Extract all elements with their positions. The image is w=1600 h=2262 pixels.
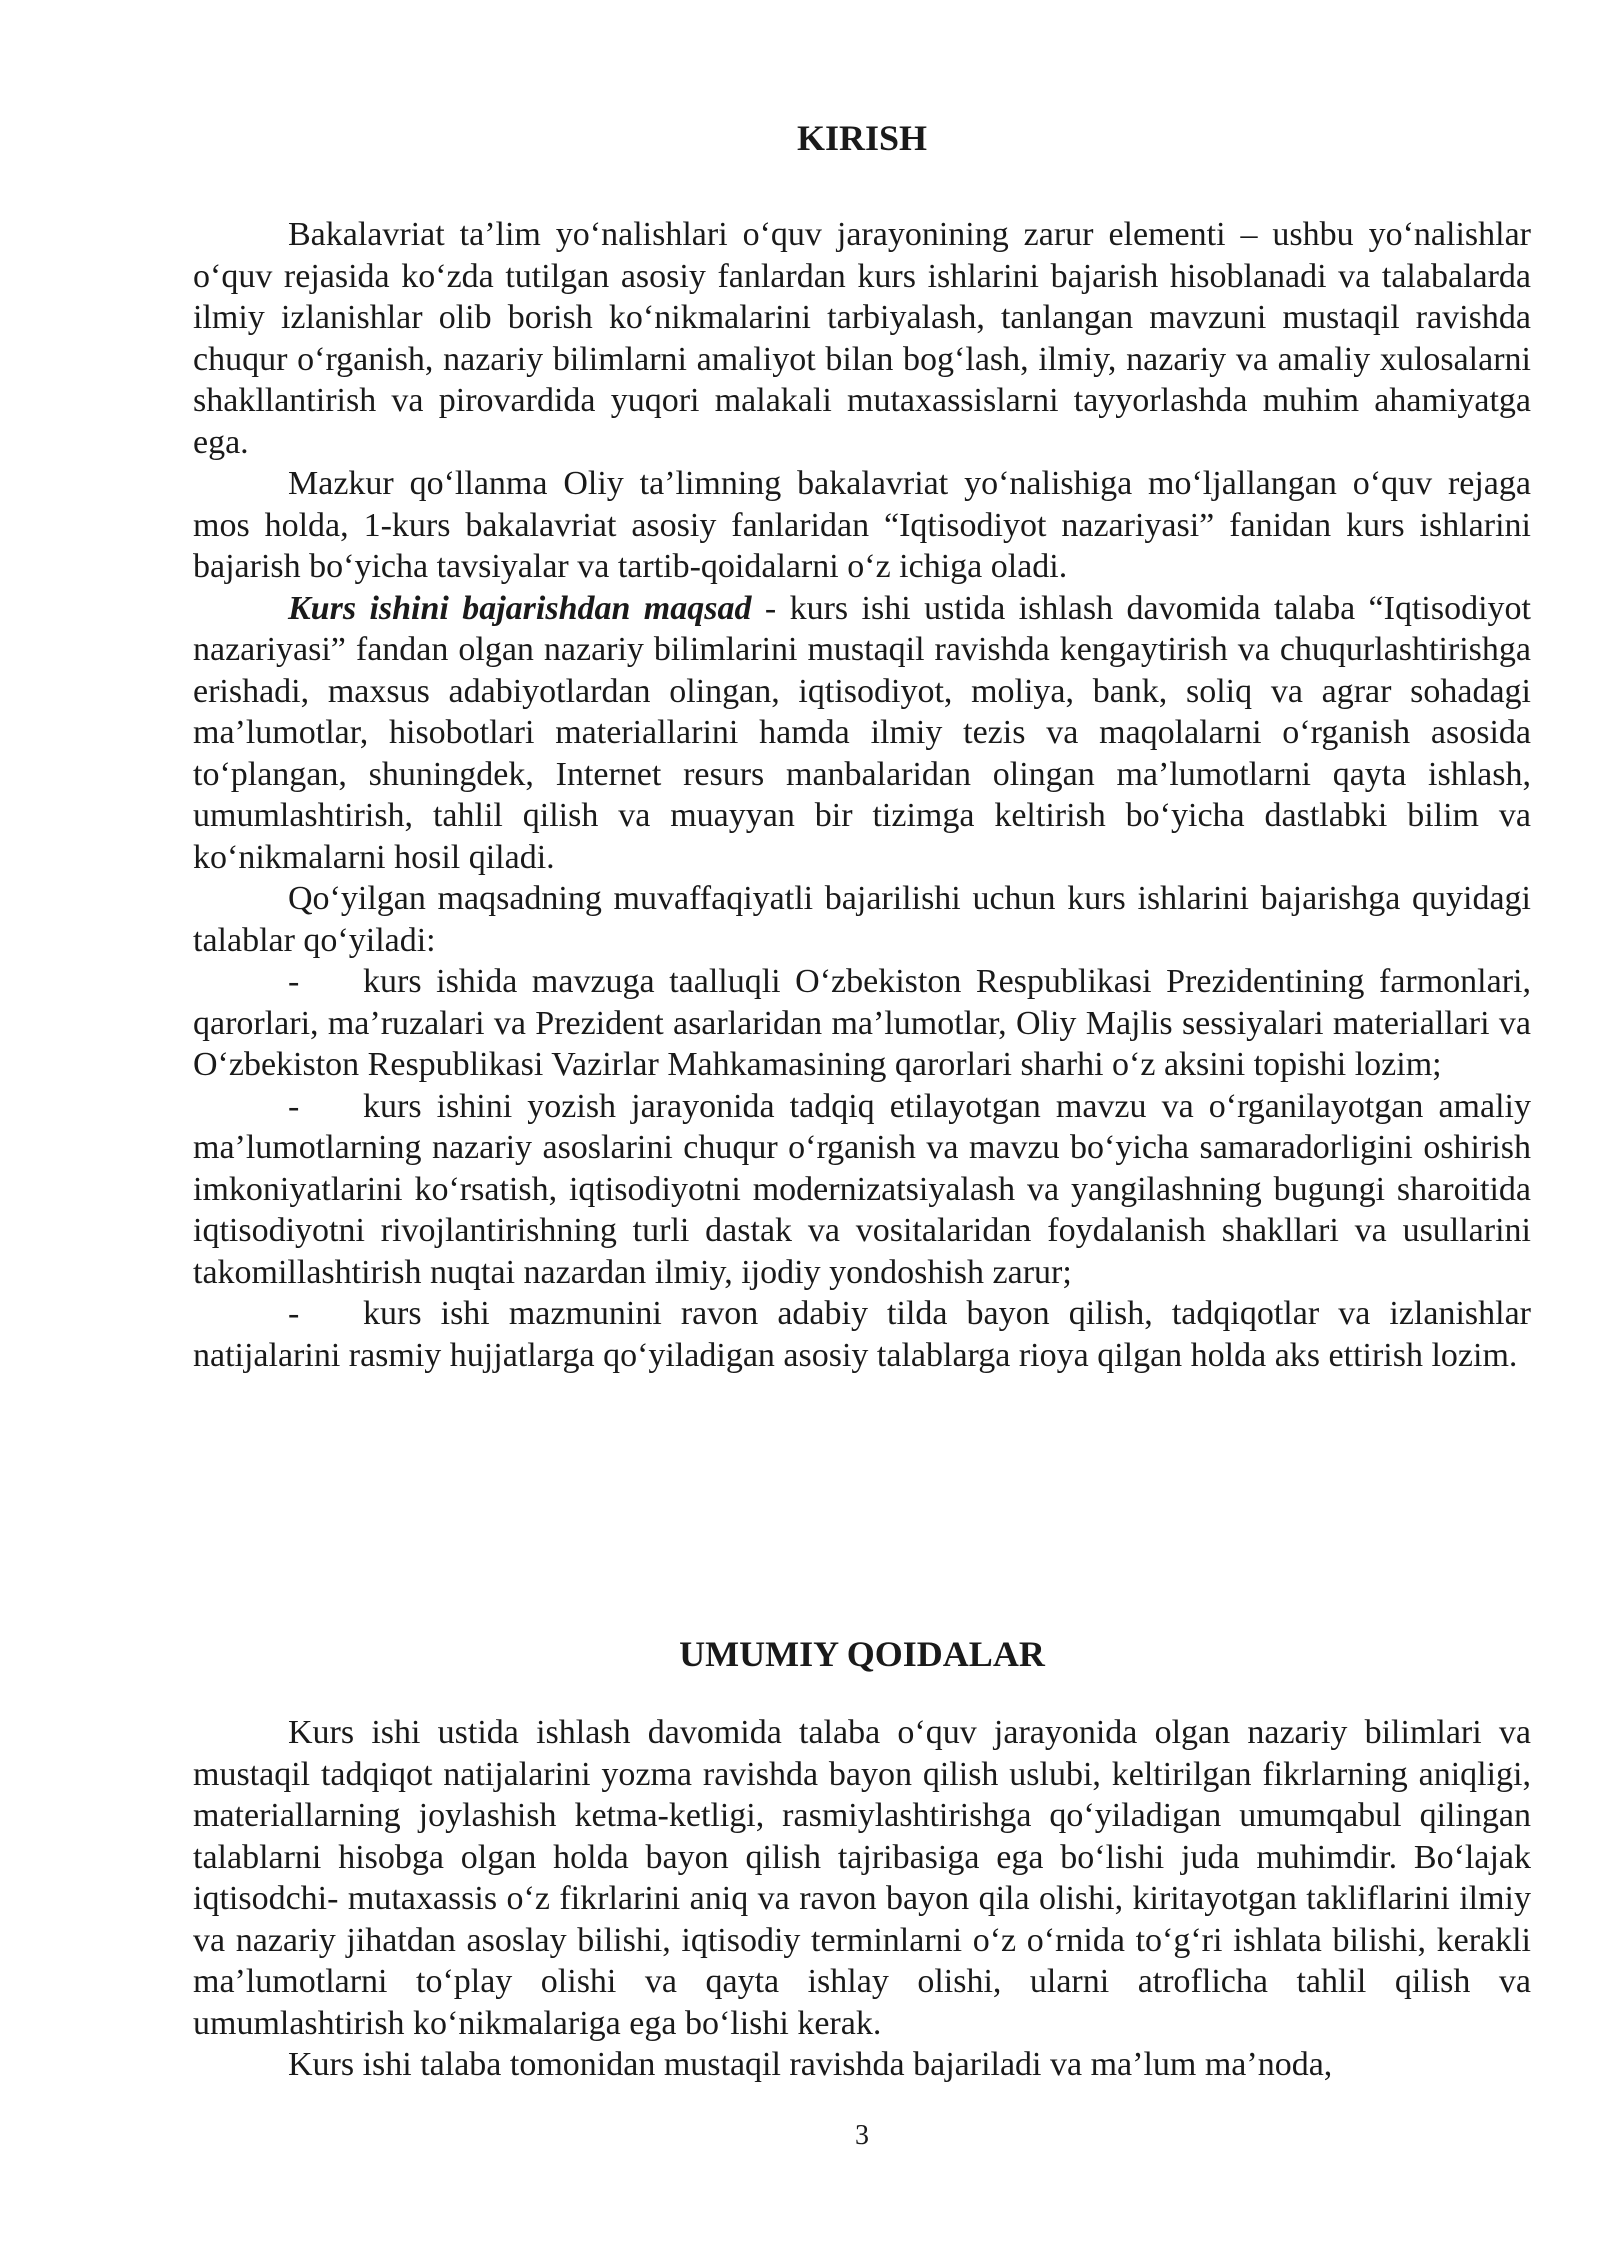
paragraph-manual: Mazkur qo‘llanma Oliy ta’limning bakalavriat yo‘nalishiga mo‘ljallangan o‘quv rejaga mos holda, 1-kurs bakalavriat asosiy fanlaridan “Iqtisodiyot nazariyasi” fanidan kurs ishlarini bajarish bo‘yicha tavsiyalar va tartib-qoidalarni o‘z ichiga oladi. xyxy=(193,465,1531,585)
paragraph-intro: Bakalavriat ta’lim yo‘nalishlari o‘quv jarayonining zarur elementi – ushbu yo‘nalishlar o‘quv rejasida ko‘zda tutilgan asosiy fanlardan kurs ishlarini bajarish hisoblanadi va talabalarda ilmiy izlanishlar olib borish ko‘nikmalarini tarbiyalash, tanlangan mavzuni mustaqil ravishda chuqur o‘rganish, nazariy bilimlarni amaliyot bilan bog‘lash, ilmiy, nazariy va amaliy xulosalarni shakllantirish va pirovardida yuqori malakali mutaxassislarni tayyorlashda muhim ahamiyatga ega. xyxy=(193,216,1531,461)
list-item-text: kurs ishi mazmunini ravon adabiy tilda bayon qilish, tadqiqotlar va izlanishlar natijalarini rasmiy hujjatlarga qo‘yiladigan asosiy talablarga rioya qilgan holda aks ettirish lozim. xyxy=(193,1295,1531,1374)
section-kirish-body xyxy=(193,214,1531,1376)
list-item-text: kurs ishini yozish jarayonida tadqiq etilayotgan mavzu va o‘rganilayotgan amaliy ma’lumotlarning nazariy asoslarini chuqur o‘rganish va mavzu bo‘yicha samaradorligini oshirish imkoniyatlarini ko‘rsatish, iqtisodiyotni modernizatsiyalash va yangilashning bugungi sharoitida iqtisodiyotni rivojlantirishning turli dastak va vositalaridan foydalanish shakllari va usullarini takomillashtirish nuqtai nazardan ilmiy, ijodiy yondoshish zarur; xyxy=(193,1087,1531,1291)
list-dash: - xyxy=(288,1295,300,1332)
section-umumiy-body xyxy=(193,1712,1531,2086)
paragraph-independent-work: Kurs ishi talaba tomonidan mustaqil ravishda bajariladi va ma’lum ma’noda, xyxy=(288,2046,1333,2083)
goal-rest-text: - kurs ishi ustida ishlash davomida talaba “Iqtisodiyot nazariyasi” fandan olgan nazariy bilimlarini mustaqil ravishda kengaytirish va chuqurlashtirishga erishadi, maxsus adabiyotlardan olingan, iqtisodiyot, moliya, bank, soliq va agrar sohadagi ma’lumotlar, hisobotlari materiallarini hamda ilmiy tezis va maqolalarni o‘rganish asosida to‘plangan, shuningdek, Internet resurs manbalaridan olingan ma’lumotlarni qayta ishlash, umumlashtirish, tahlil qilish va muayyan bir tizimga keltirish bo‘yicha dastlabki bilim va ko‘nikmalarni hosil qiladi. xyxy=(193,589,1531,876)
list-dash: - xyxy=(288,963,300,1000)
paragraph-goal xyxy=(193,588,1531,879)
section-title-kirish: KIRISH xyxy=(796,118,928,158)
section-title-umumiy-qoidalar: UMUMIY QOIDALAR xyxy=(679,1634,1045,1674)
list-item xyxy=(193,1293,1531,1376)
paragraph-rules: Kurs ishi ustida ishlash davomida talaba o‘quv jarayonida olgan nazariy bilimlari va mustaqil tadqiqot natijalarini yozma ravishda bayon qilish uslubi, keltirilgan fikrlarning aniqligi, materiallarning joylashish ketma-ketligi, rasmiylashtirishga qo‘yiladigan umumqabul qilingan talablarni hisobga olgan holda bayon qilish tajribasiga ega bo‘lishi juda muhimdir. Bo‘lajak iqtisodchi- mutaxassis o‘z fikrlarini aniq va ravon bayon qila olishi, kiritayotgan takliflarini ilmiy va nazariy jihatdan asoslay bilishi, iqtisodiy terminlarni o‘z o‘rnida to‘g‘ri ishlata bilishi, kerakli ma’lumotlarni to‘play olishi va qayta ishlay olishi, ularni atroflicha tahlil qilish va umumlashtirish ko‘nikmalariga ega bo‘lishi kerak. xyxy=(193,1714,1531,2042)
list-item xyxy=(193,1086,1531,1294)
page-number: 3 xyxy=(855,2120,869,2151)
list-item xyxy=(193,961,1531,1086)
list-dash: - xyxy=(288,1087,300,1125)
list-item-text: kurs ishida mavzuga taalluqli O‘zbekiston Respublikasi Prezidentining farmonlari, qarorlari, ma’ruzalari va Prezident asarlaridan ma’lumotlar, Oliy Majlis sessiyalari materiallari va O‘zbekiston Respublikasi Vazirlar Mahkamasining qarorlari sharhi o‘z aksini topishi lozim; xyxy=(193,963,1531,1083)
paragraph-requirements: Qo‘yilgan maqsadning muvaffaqiyatli bajarilishi uchun kurs ishlarini bajarishga quyidagi talablar qo‘yiladi: xyxy=(193,880,1531,959)
goal-lead-text: Kurs ishini bajarishdan maqsad xyxy=(288,589,752,627)
document-page xyxy=(193,0,1531,2262)
